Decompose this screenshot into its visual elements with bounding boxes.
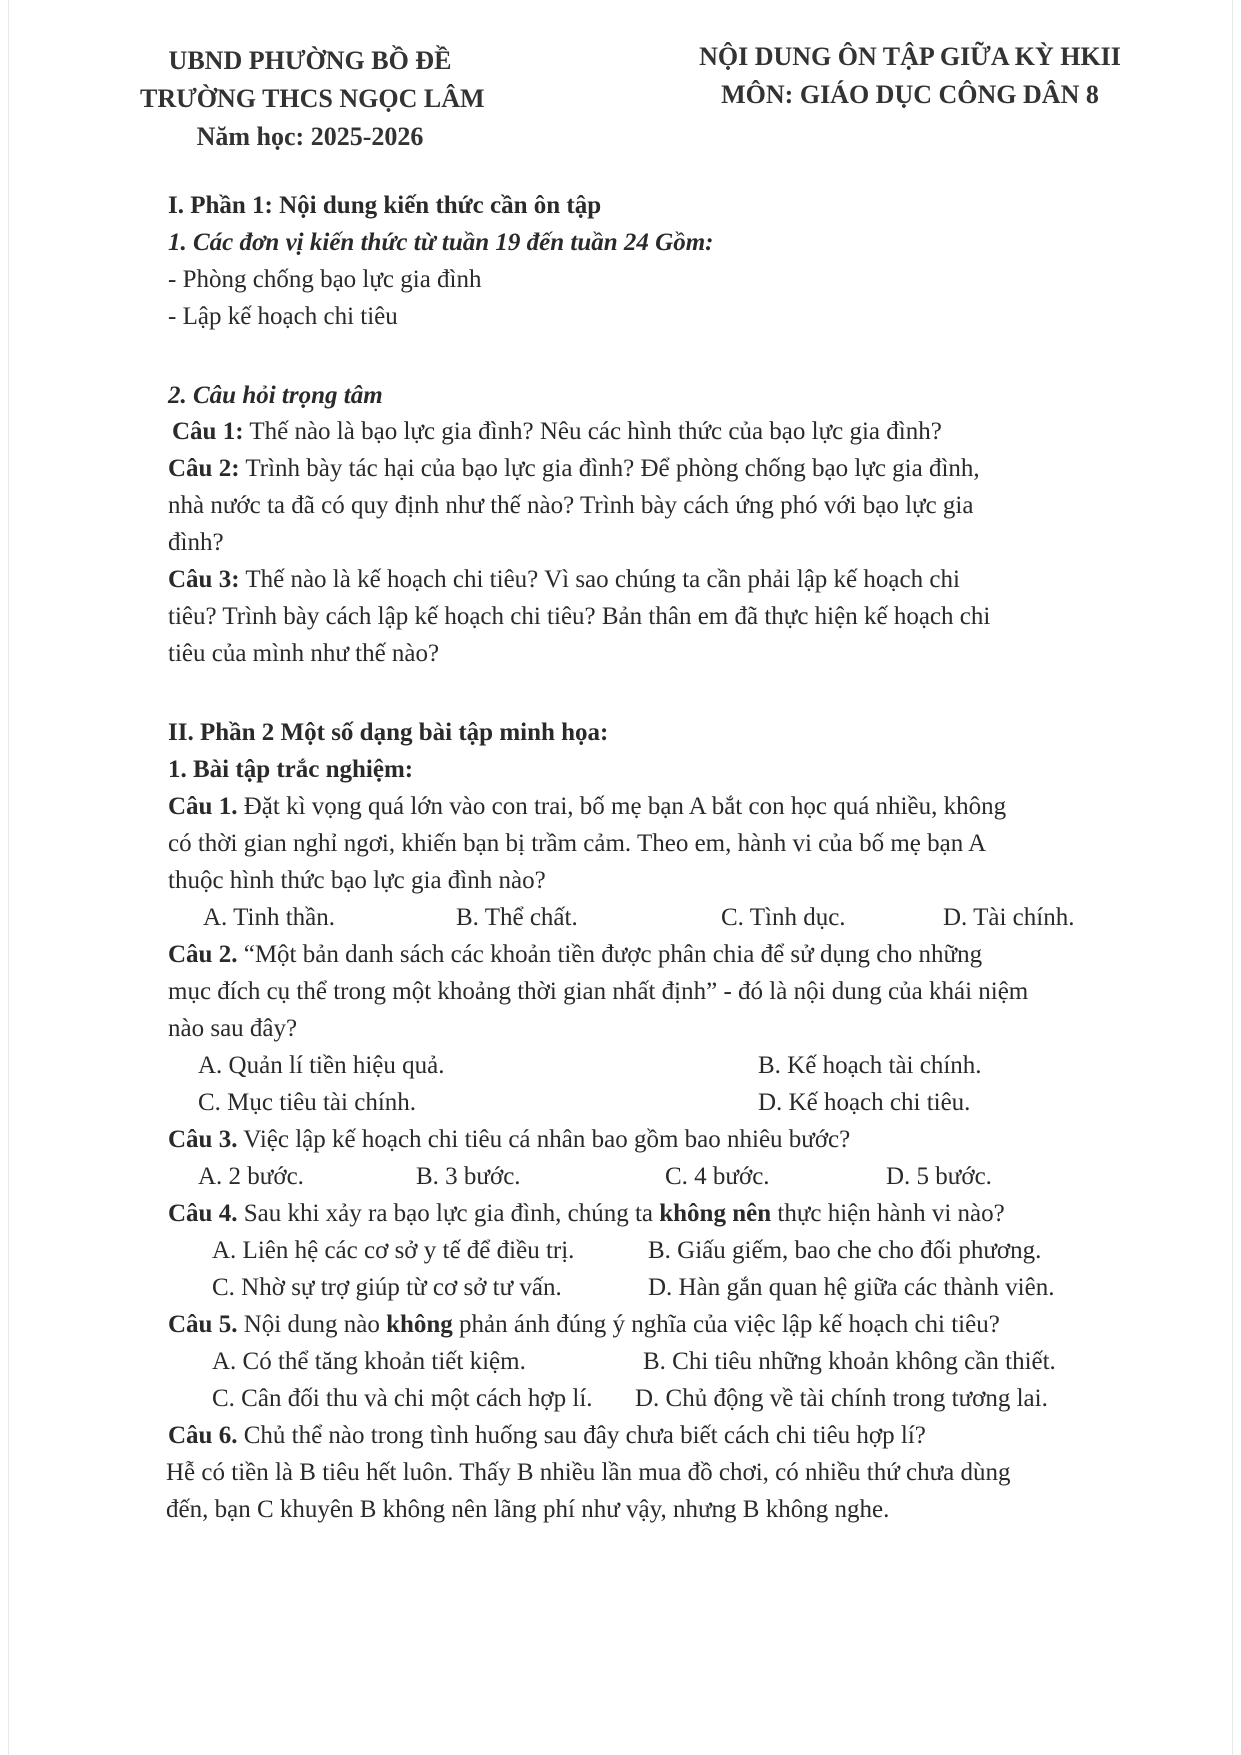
part2-subheading-mcq: 1. Bài tập trắc nghiệm:	[168, 756, 414, 783]
question-label: Câu 5.	[168, 1311, 238, 1338]
question-label: Câu 2:	[168, 455, 240, 482]
mcq-question-2	[168, 941, 982, 969]
district-name: UBND PHƯỜNG BỒ ĐỀ	[168, 46, 452, 75]
question-text: Đặt kì vọng quá lớn vào con trai, bố mẹ bạn A bắt con học quá nhiều, không	[237, 793, 1007, 820]
question-text: Trình bày tác hại của bạo lực gia đình? Để phòng chống bạo lực gia đình,	[239, 455, 980, 482]
question-text: “Một bản danh sách các khoản tiền được phân chia để sử dụng cho những	[237, 941, 983, 968]
answer-option: D. Kế hoạch chi tiêu.	[758, 1089, 971, 1116]
unit-item: - Phòng chống bạo lực gia đình	[168, 266, 482, 293]
question-text-line: thuộc hình thức bạo lực gia đình nào?	[168, 867, 546, 894]
key-question-2	[168, 455, 980, 483]
question-text-line: Hễ có tiền là B tiêu hết luôn. Thấy B nhiều lần mua đồ chơi, có nhiều thứ chưa dùng	[166, 1459, 1011, 1486]
answer-option: D. Chủ động về tài chính trong tương lai.	[635, 1385, 1048, 1412]
part1-title: I. Phần 1: Nội dung kiến thức cần ôn tập	[168, 192, 602, 219]
answer-option: A. Quản lí tiền hiệu quả.	[198, 1052, 445, 1079]
question-label: Câu 2.	[168, 941, 238, 968]
scan-edge-left	[8, 0, 9, 1755]
document-title: NỘI DUNG ÔN TẬP GIỮA KỲ HKII	[699, 42, 1121, 71]
answer-option: B. Kế hoạch tài chính.	[758, 1052, 982, 1079]
part1-subheading-units: 1. Các đơn vị kiến thức từ tuần 19 đến tuần 24 Gồm:	[168, 229, 714, 256]
question-text-line: tiêu của mình như thế nào?	[168, 640, 440, 667]
question-text: thực hiện hành vi nào?	[771, 1200, 1005, 1227]
subject-title: MÔN: GIÁO DỤC CÔNG DÂN 8	[721, 80, 1099, 109]
mcq-question-3	[168, 1126, 850, 1154]
emphasis-text: không	[386, 1311, 453, 1338]
question-label: Câu 3.	[168, 1126, 238, 1153]
answer-option: A. 2 bước.	[198, 1163, 304, 1190]
part2-title: II. Phần 2 Một số dạng bài tập minh họa:	[168, 719, 609, 746]
question-text: Thế nào là kế hoạch chi tiêu? Vì sao chúng ta cần phải lập kế hoạch chi	[239, 566, 960, 593]
answer-option: D. Tài chính.	[943, 904, 1075, 931]
answer-option: C. 4 bước.	[665, 1163, 770, 1190]
scan-edge-right	[1232, 0, 1233, 1755]
question-text: Chủ thể nào trong tình huống sau đây chưa biết cách chi tiêu hợp lí?	[237, 1422, 926, 1449]
question-label: Câu 4.	[168, 1200, 238, 1227]
answer-option: C. Cân đối thu và chi một cách hợp lí.	[212, 1385, 593, 1412]
part1-subheading-questions: 2. Câu hỏi trọng tâm	[168, 382, 383, 409]
school-year: Năm học: 2025-2026	[196, 122, 424, 151]
answer-option: D. Hàn gắn quan hệ giữa các thành viên.	[648, 1274, 1055, 1301]
question-text-line: tiêu? Trình bày cách lập kế hoạch chi tiêu? Bản thân em đã thực hiện kế hoạch chi	[168, 603, 991, 630]
answer-option: C. Tình dục.	[721, 904, 846, 931]
question-text: Sau khi xảy ra bạo lực gia đình, chúng ta	[237, 1200, 660, 1227]
question-label: Câu 3:	[168, 566, 240, 593]
unit-item: - Lập kế hoạch chi tiêu	[168, 303, 398, 330]
question-text-line: nhà nước ta đã có quy định như thế nào? Trình bày cách ứng phó với bạo lực gia	[168, 492, 974, 519]
answer-option: D. 5 bước.	[886, 1163, 992, 1190]
question-label: Câu 1:	[172, 418, 244, 445]
question-text-line: nào sau đây?	[168, 1015, 298, 1042]
school-name: TRƯỜNG THCS NGỌC LÂM	[140, 84, 485, 113]
question-label: Câu 1.	[168, 793, 238, 820]
answer-option: B. Thể chất.	[456, 904, 578, 931]
question-text: Việc lập kế hoạch chi tiêu cá nhân bao gồm bao nhiêu bước?	[237, 1126, 851, 1153]
answer-option: B. Chi tiêu những khoản không cần thiết.	[643, 1348, 1056, 1375]
question-label: Câu 6.	[168, 1422, 238, 1449]
question-text-line: có thời gian nghỉ ngơi, khiến bạn bị trầm cảm. Theo em, hành vi của bố mẹ bạn A	[168, 830, 987, 857]
question-text-line: đình?	[168, 529, 224, 556]
answer-option: B. Giấu giếm, bao che cho đối phương.	[648, 1237, 1042, 1264]
mcq-question-1	[168, 793, 1006, 821]
key-question-1	[172, 418, 942, 446]
question-text-line: mục đích cụ thể trong một khoảng thời gian nhất định” - đó là nội dung của khái niệm	[168, 978, 1029, 1005]
key-question-3	[168, 566, 960, 594]
question-text-line: đến, bạn C khuyên B không nên lãng phí như vậy, nhưng B không nghe.	[166, 1496, 890, 1523]
answer-option: A. Có thể tăng khoản tiết kiệm.	[212, 1348, 526, 1375]
emphasis-text: không nên	[659, 1200, 772, 1227]
question-text: Thế nào là bạo lực gia đình? Nêu các hình thức của bạo lực gia đình?	[243, 418, 942, 445]
answer-option: A. Liên hệ các cơ sở y tế để điều trị.	[212, 1237, 575, 1264]
question-text: Nội dung nào	[237, 1311, 387, 1338]
question-text: phản ánh đúng ý nghĩa của việc lập kế hoạch chi tiêu?	[452, 1311, 1000, 1338]
answer-option: A. Tinh thần.	[203, 904, 335, 931]
answer-option: B. 3 bước.	[416, 1163, 521, 1190]
answer-option: C. Mục tiêu tài chính.	[198, 1089, 417, 1116]
answer-option: C. Nhờ sự trợ giúp từ cơ sở tư vấn.	[212, 1274, 562, 1301]
mcq-question-6	[168, 1422, 926, 1450]
header-left	[140, 42, 485, 156]
mcq-question-5	[168, 1311, 1000, 1339]
mcq-question-4	[168, 1200, 1005, 1228]
header-right	[670, 38, 1150, 114]
